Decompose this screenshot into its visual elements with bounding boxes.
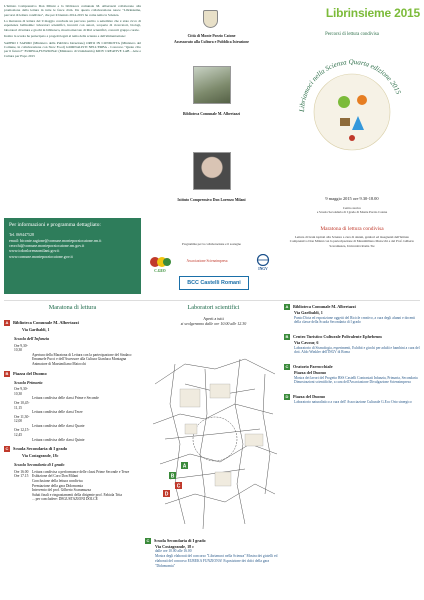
programma-label: Programma per la collaborazione e il sostegno	[181, 242, 242, 246]
stop-head: Biblioteca Comunale M. Albertazzi	[293, 304, 356, 309]
schedule-row: Apertura della Maratona di Lettura con la partecipazione del Sindaco Emanuele Pucci e dell'Assessore alla Cultura Gianluca Montagna	[32, 352, 132, 362]
maratona-description: Lettura di brani ispirati alla Scienza a cura di alunni, genitori ed insegnanti dell'Istituto Comprensivo Don Milani con la partecipazione di Massimiliano Maiocchi e del Prof. Gilberto Scaramuzza, Università Roma Tre	[289, 235, 415, 248]
info-box	[4, 218, 141, 294]
stop-address: Via Costagrande, 18c	[22, 453, 59, 459]
stop-body: Punto Dicta ed esposizione oggetti del Ricicle creativo, a cura degli alunni e docenti della classe della Scuola Secondaria di I grado	[294, 315, 416, 325]
schedule-row: Ore 16.00 Lettura condivisa a performance delle classi Prime Seconde e Terze	[14, 469, 130, 474]
stop-head: Scuola Secondaria di I grado	[13, 446, 68, 452]
book-icon	[340, 118, 350, 126]
planet-icon	[338, 96, 350, 108]
info-web-1[interactable]: www.icdonlorenzomilani.gov.it	[9, 248, 60, 254]
marker-a-icon: A	[5, 320, 9, 326]
schedule-row: Ore 11,30-12,00	[14, 414, 30, 424]
ingv-logo	[251, 254, 275, 272]
stop-head: Piazza del Duomo	[13, 370, 47, 376]
marker-b-icon: B	[5, 370, 9, 376]
map-marker-c-label: C	[176, 483, 181, 490]
info-email-1[interactable]: email: biconte.ragione@comune.monteporziocatone.rm.it	[9, 237, 102, 243]
scienzimpresa-logo-text: Associazione Scienzimpresa	[186, 259, 228, 263]
lab-stop-b	[284, 334, 420, 355]
assessorato: Assessorato alla Cultura e Pubblica Istruzione	[174, 40, 249, 44]
marker-c-icon: C	[146, 538, 150, 544]
marker-c-icon: C	[285, 364, 289, 370]
info-tel: Tel. 069447528	[9, 232, 35, 238]
cgeo-logo-text: C.GEO	[154, 268, 166, 273]
intro-paragraph-2: La maratona di lettura del 9 maggio conclude un percorso partito a settembre che è stato ricco di esperienze bellissime: laboratori scientifici, incontri con autori, scoperte di ricercatori, biologi, laboratori di lettura e giochi in biblioteca, mostra mercato di libri scientifici, concerti gruppo corale.	[4, 19, 141, 32]
logos-row	[145, 252, 279, 294]
science-circle-illustration	[292, 40, 412, 185]
intro-paragraph-3: Inoltre la scuola ha partecipato a progetti legati al tema della scienza e dell'alimentazione:	[4, 34, 126, 39]
centro-label: Centro storico	[342, 206, 362, 210]
stop-hours: dalle ore 10.00 alle 16.00	[155, 549, 192, 554]
arc-text: Libriamoci nella Scienza Quarta edizione 2015	[297, 57, 403, 113]
intro-paragraph-1: L'Istituto Comprensivo Don Milani e la biblioteca comunale M. Albertazzi collaborano alla promozione della lettura in tutte le fasce d'età. Da questa collaborazione nasce "Librinsieme, percorsi di lettura condivisa", che per il biennio 2014-2015 ha come tema la Scienza.	[4, 4, 141, 17]
library-name: Biblioteca Comunale M. Albertazzi	[183, 112, 240, 116]
stop-body: Mostra degli elaborati del concorso "Libriamoci nella Scienza" Mostra dei gioielli ed elaborati del concorso EUREKA FUNZIONA! Esposizione dei dolci della gara "Didomomia"	[155, 554, 278, 568]
marker-d-icon: D	[285, 394, 289, 400]
stop-address: Piazza del Duomo	[294, 370, 327, 376]
city-name: Città di Monte Porzio Catone	[187, 34, 236, 38]
stop-address: Via Cavour, 6	[294, 340, 319, 346]
schedule-row: Animatore di Massimiliano Maiocchi	[32, 362, 86, 367]
laboratori-stop-c	[145, 538, 282, 568]
schedule-row: Intervento del prof. Gilberto Scaramuzza	[32, 488, 91, 493]
maratona-title: Maratona di lettura	[48, 304, 97, 311]
stop-head: Piazza del Duomo	[293, 394, 326, 400]
maratona-stop-a	[4, 320, 141, 367]
event-date: 9 maggio 2015 ore 9.30-18.00	[325, 196, 379, 201]
marker-c-icon: C	[5, 446, 9, 452]
stop-head: Centro Turistico Culturale Polivalente Ephebeum	[293, 334, 382, 340]
laboratori-stops-right	[284, 304, 420, 596]
fold-divider	[4, 300, 420, 301]
ingv-logo-text: INGV	[258, 266, 268, 271]
city-emblem-icon	[203, 10, 218, 28]
library-photo	[193, 66, 231, 104]
brand-title: Librinsieme 2015	[325, 6, 420, 20]
maratona-stop-b	[4, 371, 141, 443]
lab-stop-d	[284, 394, 420, 405]
map-marker-a-label: A	[182, 463, 187, 470]
bcc-logo	[179, 276, 249, 290]
partners-panel	[143, 4, 280, 294]
stop-head: Biblioteca Comunale M. Albertazzi	[13, 320, 79, 326]
percorsi-subtitle: Percorsi di lettura condivisa	[325, 32, 379, 37]
intro-paragraph-4: SAPERI I SAPORI (Ministero della Pubblica Istruzione) ORTO IN CONDOTTA (Ministero del Comune, in collaborazione con Slow Food) GIORNALISTI NELL'ERBA - Concorso "Quale cibo per il futuro?" EUREKA,FUNZIONA! (Ministero di Unindustria) KIDS' CREATIVE LAB - Arte e Cultura per Expo 2015	[4, 40, 141, 58]
stop-head: Oratorio Parrocchiale	[293, 364, 333, 370]
schedule-row: Lettura condivisa delle classi Quinte	[32, 437, 85, 442]
info-web-2[interactable]: www.comune.monteporziocatone.gov.it	[9, 253, 73, 259]
lab-stop-c	[284, 364, 420, 385]
stop-body: Laboratorio naturalistico a cura dell' Associazione Culturale G.Eco Orto sinergico	[294, 400, 412, 405]
schedule-row: Ore 10,45-11,15	[14, 400, 30, 410]
schedule-row: Conclusione della lettura condivisa	[32, 479, 83, 484]
centro-detail: e Scuola Secondaria di I grado di Monte Porzio Catone	[316, 210, 388, 215]
schedule-row: Ore 12,15-12,45	[14, 428, 30, 438]
stop-address: Via Costagrande, 18 c	[155, 544, 195, 550]
laboratori-subtitle-2: si svolgeranno dalle ore 10.00 alle 12.30	[180, 321, 247, 327]
schedule-row: Saluti finali e ringraziamenti della dirigente prof. Fabiola Trita	[32, 492, 122, 497]
schedule-row: Ore 17.15 Esibizione del Coro Don Milani	[14, 474, 79, 479]
cgeo-logo	[147, 256, 173, 272]
laboratori-title: Laboratori scientifici	[187, 304, 240, 311]
school-label: Scuola dell'Infanzia	[14, 336, 50, 342]
schedule-row: Premiazione della gara Didomomia	[32, 483, 83, 488]
schedule-row: Lettura condivisa delle classi Terze	[32, 410, 83, 415]
map-marker-b-label: B	[170, 473, 175, 480]
schedule-row: Ore 9,30-10,30	[14, 343, 28, 353]
schedule-row: Lettura condivisa delle classi Prime e Seconde	[32, 396, 99, 401]
marker-b-icon: B	[285, 334, 289, 340]
info-email-2[interactable]: ceorchi@comune.monteporziocatone.rm.gov.it	[9, 243, 85, 249]
school-photo	[193, 152, 231, 190]
schedule-row: ... per concludere: DEGUSTAZIONI DOLCE	[32, 497, 98, 502]
schedule-row: Ore 9,30-10,30	[14, 387, 28, 396]
town-map[interactable]	[145, 344, 282, 534]
maratona-panel	[4, 304, 141, 596]
school-name: Istituto Comprensivo Don Lorenzo Milani	[177, 198, 246, 202]
centro-info	[284, 206, 420, 215]
school-label: Scuola Primaria	[14, 379, 43, 385]
maratona-stop-c	[4, 446, 141, 502]
stop-body: Laboratorio di Sismologia, esperimenti, Exhibit e giochi per adulti e bambini a cura del dott. Aldo Winkler dell'INGV di Roma	[294, 345, 420, 355]
laboratori-subtitle-1: Aperti a tutti	[203, 316, 224, 321]
laboratori-panel	[145, 304, 282, 596]
lab-stop-a	[284, 304, 420, 325]
stop-address: Via Garibaldi, 1	[22, 327, 50, 333]
atom-icon	[349, 135, 355, 141]
maratona-condivisa-title: Maratona di lettura condivisa	[320, 226, 384, 232]
header-right-panel	[284, 4, 420, 294]
sun-icon	[357, 95, 367, 105]
stop-head: Scuola Secondaria di I grado	[154, 538, 206, 543]
info-title: Per informazioni e programma dettagliato:	[9, 222, 101, 228]
intro-panel	[4, 4, 141, 213]
map-marker-d-label: D	[164, 491, 169, 498]
stop-address: Via Garibaldi, 1	[294, 310, 323, 316]
school-label: Scuola Secondaria di I grado	[14, 462, 65, 468]
scienzimpresa-logo	[179, 260, 235, 270]
marker-a-icon: A	[285, 304, 289, 310]
bcc-logo-text: BCC Castelli Romani	[187, 280, 241, 286]
stop-body: Mostra dei lavori del Progetto BSS Castelli Contrastati Infanzia, Primaria, Secondaria Dimostrazioni scientifiche, a cura dell'Associazione Divulgazione Scienzimpresa	[294, 375, 418, 385]
schedule-row: Lettura condivisa delle classi Quarte	[32, 423, 85, 428]
